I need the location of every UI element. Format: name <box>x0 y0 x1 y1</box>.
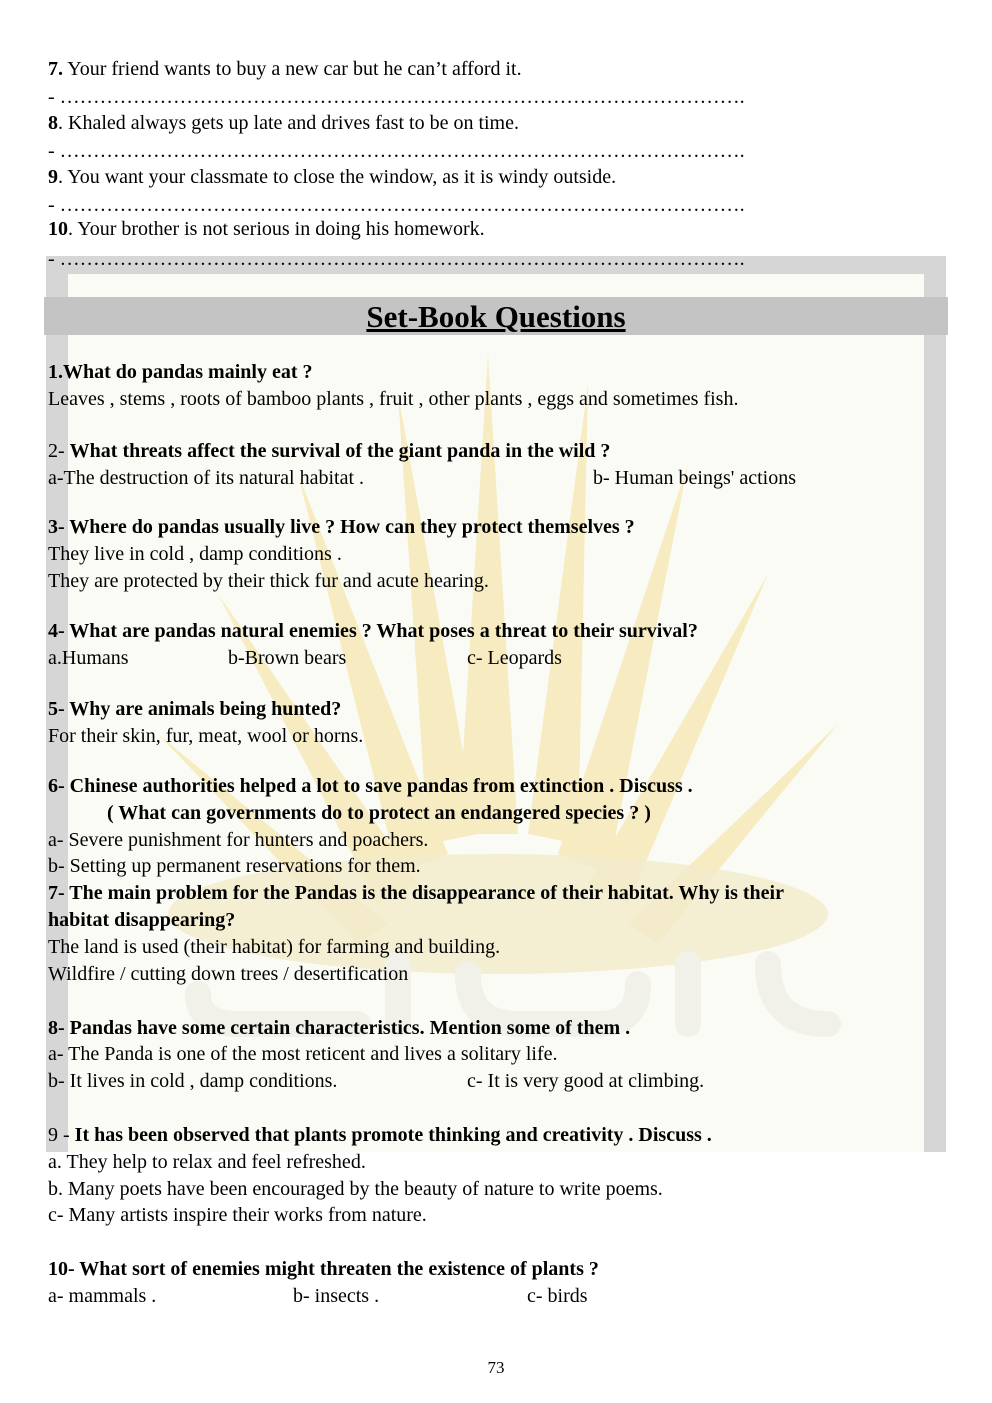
answer-2b: b- Human beings' actions <box>593 467 797 489</box>
question-7-cont: habitat disappearing? <box>48 909 236 931</box>
exercise-item <box>48 110 519 137</box>
item-text: . Khaled always gets up late and drives fast to be on time. <box>58 112 519 134</box>
question-6-sub: ( What can governments do to protect an endangered species ? ) <box>107 802 651 824</box>
answer-4a: a.Humans <box>48 647 129 669</box>
question-number: 9 - <box>48 1124 75 1146</box>
question-5: 5- Why are animals being hunted? <box>48 698 342 720</box>
answer-line: - …………………………………………………………………………………………. <box>48 248 745 270</box>
question-1: 1.What do pandas mainly eat ? <box>48 361 313 383</box>
exercise-item <box>48 56 522 83</box>
answer-7a: The land is used (their habitat) for farming and building. <box>48 936 501 958</box>
answer-3a: They live in cold , damp conditions . <box>48 543 342 565</box>
answer-8c: c- It is very good at climbing. <box>467 1070 705 1092</box>
item-number: 10 <box>48 218 68 240</box>
item-text: Your friend wants to buy a new car but he can’t afford it. <box>63 58 522 80</box>
answer-4b: b-Brown bears <box>228 647 347 669</box>
item-number: 7. <box>48 58 63 80</box>
answer-10b: b- insects . <box>293 1285 380 1307</box>
item-number: 8 <box>48 112 58 134</box>
question-6: 6- Chinese authorities helped a lot to save pandas from extinction . Discuss . <box>48 775 693 797</box>
question-number: 2- <box>48 440 70 462</box>
answer-10a: a- mammals . <box>48 1285 157 1307</box>
answer-2a: a-The destruction of its natural habitat . <box>48 467 365 489</box>
answer-9c: c- Many artists inspire their works from nature. <box>48 1204 427 1226</box>
item-text: . You want your classmate to close the window, as it is windy outside. <box>58 166 617 188</box>
section-title: Set-Book Questions <box>366 299 626 334</box>
answer-1: Leaves , stems , roots of bamboo plants , fruit , other plants , eggs and sometimes fish. <box>48 388 739 410</box>
question-8: 8- Pandas have some certain characteristics. Mention some of them . <box>48 1017 631 1039</box>
answer-10c: c- birds <box>527 1285 588 1307</box>
answer-line: - …………………………………………………………………………………………. <box>48 140 745 162</box>
answer-line: - …………………………………………………………………………………………. <box>48 86 745 108</box>
answer-8a: a- The Panda is one of the most reticent and lives a solitary life. <box>48 1043 558 1065</box>
section-title-bar <box>44 297 948 335</box>
answer-5: For their skin, fur, meat, wool or horns. <box>48 725 364 747</box>
question-10: 10- What sort of enemies might threaten the existence of plants ? <box>48 1258 599 1280</box>
item-number: 9 <box>48 166 58 188</box>
question-text: What threats affect the survival of the giant panda in the wild ? <box>69 440 611 462</box>
answer-line: - …………………………………………………………………………………………. <box>48 194 745 216</box>
answer-7b: Wildfire / cutting down trees / desertification <box>48 963 409 985</box>
answer-6b: b- Setting up permanent reservations for them. <box>48 855 421 877</box>
answer-6a: a- Severe punishment for hunters and poachers. <box>48 829 429 851</box>
answer-4c: c- Leopards <box>467 647 562 669</box>
question-text: It has been observed that plants promote thinking and creativity . Discuss . <box>74 1124 712 1146</box>
answer-3b: They are protected by their thick fur and acute hearing. <box>48 570 489 592</box>
item-text: . Your brother is not serious in doing his homework. <box>68 218 485 240</box>
answer-9a: a. They help to relax and feel refreshed. <box>48 1151 366 1173</box>
question-2 <box>48 438 610 465</box>
answer-8b: b- It lives in cold , damp conditions. <box>48 1070 338 1092</box>
question-7: 7- The main problem for the Pandas is the disappearance of their habitat. Why is their <box>48 882 784 904</box>
question-4: 4- What are pandas natural enemies ? What poses a threat to their survival? <box>48 620 698 642</box>
exercise-item <box>48 164 616 191</box>
question-9 <box>48 1122 712 1149</box>
question-3: 3- Where do pandas usually live ? How can they protect themselves ? <box>48 516 635 538</box>
page-number: 73 <box>487 1358 505 1377</box>
exercise-item <box>48 216 485 243</box>
answer-9b: b. Many poets have been encouraged by the beauty of nature to write poems. <box>48 1178 663 1200</box>
